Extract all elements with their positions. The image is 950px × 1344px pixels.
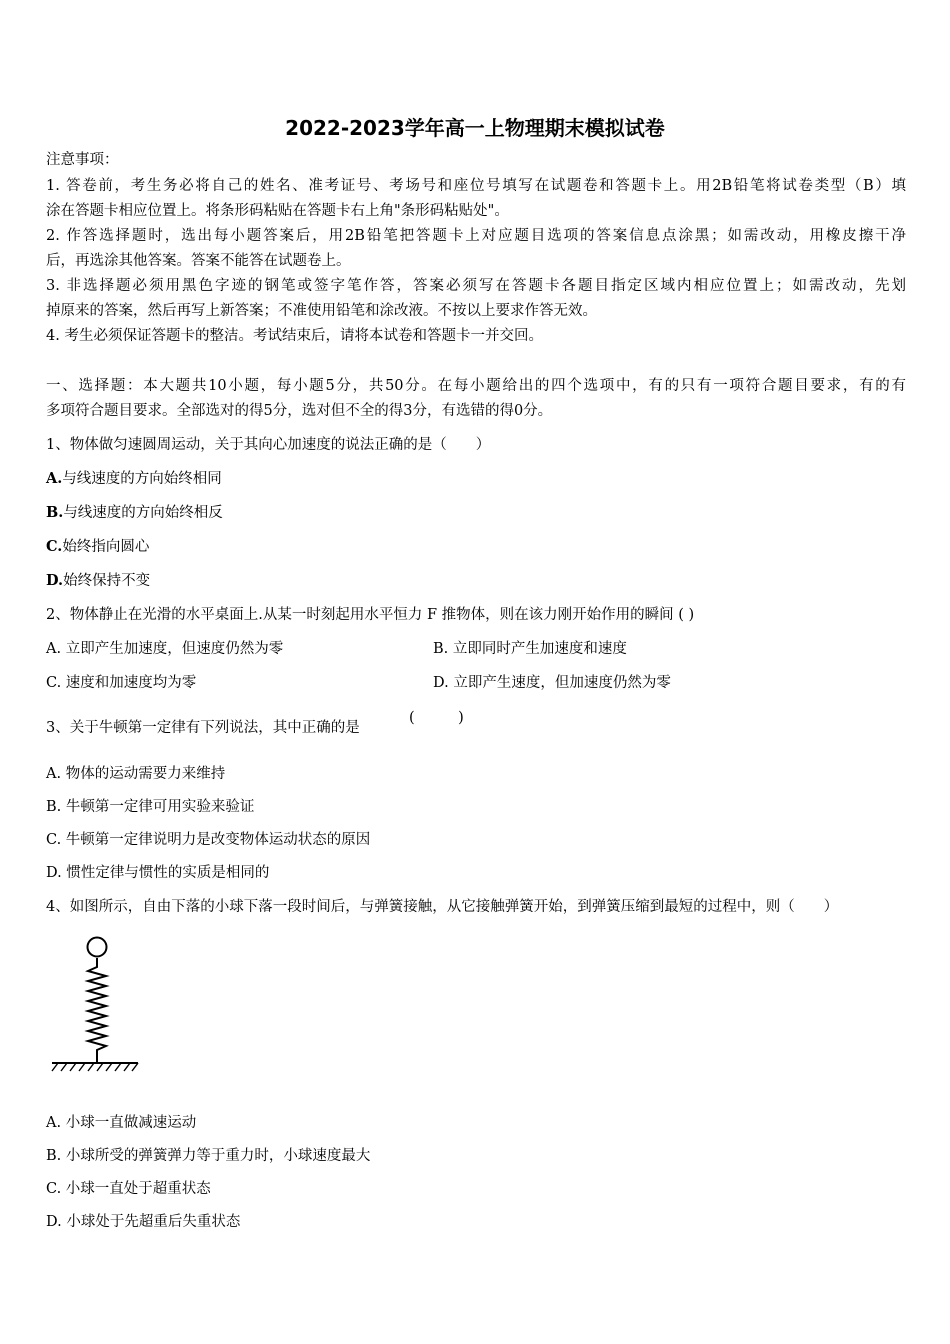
ball <box>88 938 107 957</box>
spring-ball-figure <box>48 932 148 1077</box>
notice-line: 涂在答题卡相应位置上。将条形码粘贴在答题卡右上角"条形码粘贴处"。 <box>46 203 509 219</box>
question-3-stem: 3、关于牛顿第一定律有下列说法，其中正确的是 <box>46 720 360 736</box>
page-title: 2022-2023学年高一上物理期末模拟试卷 <box>285 116 665 140</box>
notice-line: 4. 考生必须保证答题卡的整洁。考试结束后，请将本试卷和答题卡一并交回。 <box>46 328 543 344</box>
question-4-option-b: B. 小球所受的弹簧弹力等于重力时，小球速度最大 <box>46 1148 371 1164</box>
question-1-option-b: B.与线速度的方向始终相反 <box>46 504 223 521</box>
question-1-option-d: D.始终保持不变 <box>46 572 151 589</box>
question-3-option-d: D. 惯性定律与惯性的实质是相同的 <box>46 865 270 881</box>
question-1-option-a: A.与线速度的方向始终相同 <box>46 470 222 487</box>
section-instructions: 一、选择题：本大题共10小题，每小题5分，共50分。在每小题给出的四个选项中，有的只有一项符合题目要求，有的有 <box>46 378 906 394</box>
question-4-option-a: A. 小球一直做减速运动 <box>46 1115 197 1131</box>
question-4-option-d: D. 小球处于先超重后失重状态 <box>46 1214 241 1230</box>
question-1-stem: 1、物体做匀速圆周运动，关于其向心加速度的说法正确的是（ ） <box>46 437 491 453</box>
spring <box>88 958 106 1062</box>
question-3-answer-paren: ( ) <box>409 710 464 726</box>
notice-line: 2. 作答选择题时，选出每小题答案后，用2B铅笔把答题卡上对应题目选项的答案信息点涂黑；如需改动，用橡皮擦干净 <box>46 228 906 244</box>
ground-hatching <box>52 1063 138 1071</box>
question-3-option-a: A. 物体的运动需要力来维持 <box>46 766 226 782</box>
notice-line: 后，再选涂其他答案。答案不能答在试题卷上。 <box>46 253 351 269</box>
question-4-option-c: C. 小球一直处于超重状态 <box>46 1181 211 1197</box>
question-2-option-c: C. 速度和加速度均为零 <box>46 675 197 691</box>
notice-heading: 注意事项： <box>46 152 119 168</box>
question-1-option-c: C.始终指向圆心 <box>46 538 150 555</box>
question-4-stem: 4、如图所示，自由下落的小球下落一段时间后，与弹簧接触，从它接触弹簧开始，到弹簧压缩到最短的过程中，则（ ） <box>46 899 839 915</box>
question-2-option-d: D. 立即产生速度，但加速度仍然为零 <box>433 675 671 691</box>
notice-line: 掉原来的答案，然后再写上新答案；不准使用铅笔和涂改液。不按以上要求作答无效。 <box>46 303 597 319</box>
question-3-option-c: C. 牛顿第一定律说明力是改变物体运动状态的原因 <box>46 832 371 848</box>
section-instructions: 多项符合题目要求。全部选对的得5分，选对但不全的得3分，有选错的得0分。 <box>46 403 553 419</box>
notice-line: 3. 非选择题必须用黑色字迹的钢笔或签字笔作答，答案必须写在答题卡各题目指定区域内相应位置上；如需改动，先划 <box>46 278 906 294</box>
question-2-option-b: B. 立即同时产生加速度和速度 <box>433 641 627 657</box>
question-2-option-a: A. 立即产生加速度，但速度仍然为零 <box>46 641 284 657</box>
question-3-option-b: B. 牛顿第一定律可用实验来验证 <box>46 799 255 815</box>
question-2-stem: 2、物体静止在光滑的水平桌面上.从某一时刻起用水平恒力 F 推物体，则在该力刚开始作用的瞬间 ( ) <box>46 607 695 623</box>
notice-line: 1. 答卷前，考生务必将自己的姓名、准考证号、考场号和座位号填写在试题卷和答题卡上。用2B铅笔将试卷类型（B）填 <box>46 178 906 194</box>
